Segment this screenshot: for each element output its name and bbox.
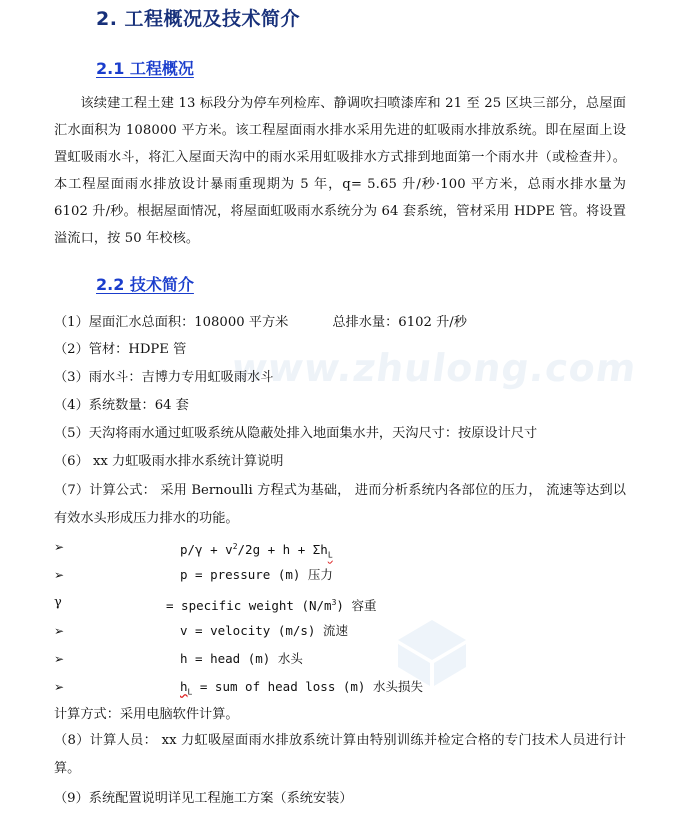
list-item-count: （4）系统数量：64 套 [54,398,189,413]
watermark-text: www.zhulong.com [228,346,640,390]
bullet-icon: ➢ [54,652,65,666]
gamma-symbol: γ [54,595,62,610]
section-heading-tech: 2.2 技术简介 [96,275,194,294]
item-total-area: （1）屋面汇水总面积：108000 平方米 [54,315,289,330]
list-item-calc-desc: （6） xx 力虹吸雨水排水系统计算说明 [54,454,284,469]
formula-pressure: p = pressure (m) 压力 [180,567,333,582]
list-item-formula-desc: （7）计算公式： 采用 Bernoulli 方程式为基础， 进而分析系统内各部位的压力， 流速等达到以有效水头形成压力排水的功能。 [54,483,626,526]
list-item-config: （9）系统配置说明详见工程施工方案（系统安装） [54,791,353,806]
bullet-icon: ➢ [54,568,65,582]
formula-bernoulli: $p/\gamma + v^2/2g + h + \Sigma h_L$ [180,542,333,560]
page-title: 2. 工程概况及技术简介 [96,8,301,30]
list-item-drain: （3）雨水斗：吉博力专用虹吸雨水斗 [54,370,274,385]
formula-head-loss: $h_L$ = sum of head loss (m) 水头损失 [180,679,423,697]
list-item-gutter: （5）天沟将雨水通过虹吸系统从隐蔽处排入地面集水井，天沟尺寸：按原设计尺寸 [54,426,538,441]
formula-velocity: v = velocity (m/s) 流速 [180,623,348,638]
formula-specific-weight: = specific weight $(N/m^3)$ 容重 [166,598,377,614]
formula-head: h = head (m) 水头 [180,651,303,666]
bullet-icon: ➢ [54,680,65,694]
list-item-calc-staff: （8）计算人员： xx 力虹吸屋面雨水排放系统计算由特别训练并检定合格的专门技术人员进行计算。 [54,733,626,776]
item-total-flow: 总排水量：6102 升/秒 [332,315,467,330]
list-item-pipe: （2）管材：HDPE 管 [54,342,187,357]
calc-method: 计算方式：采用电脑软件计算。 [54,707,239,722]
list-item-area [54,314,467,332]
bullet-icon: ➢ [54,624,65,638]
section-heading-overview: 2.1 工程概况 [96,59,194,78]
bullet-icon: ➢ [54,540,65,554]
overview-paragraph: 该续建工程土建 13 标段分为停车列检库、静调吹扫喷漆库和 21 至 25 区块三部分，总屋面汇水面积为 108000 平方米。该工程屋面雨水排水采用先进的虹吸雨水排放系统。即在屋面上设置虹吸雨水斗，将汇入屋面天沟中的雨水采用虹吸排水方式排到地面第一个雨水井（或检查井）。本工程屋面雨水排放设计暴雨重现期为 5 年，q= 5.65 升/秒·100 平方米，总雨水排水量为 6102 升/秒。根据屋面情况，将屋面虹吸雨水系统分为 64 套系统，管材采用 HDPE 管。将设置溢流口，按 50 年校核。 [54,96,626,246]
